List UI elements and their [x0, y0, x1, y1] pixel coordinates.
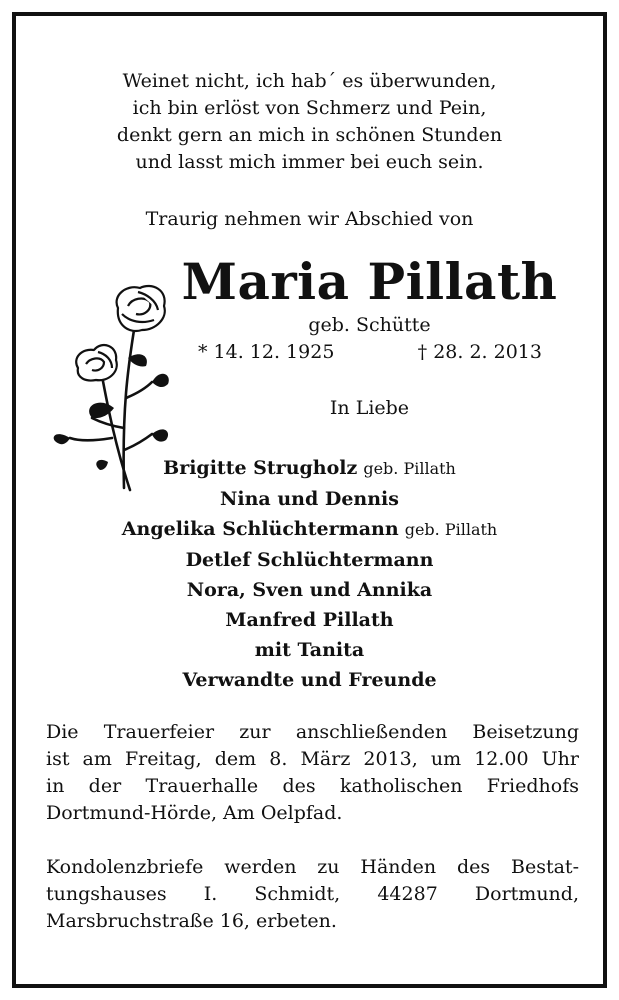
service-line: Die Trauerfeier zur anschließenden Beisetzung [46, 721, 579, 743]
signer [16, 605, 603, 635]
verse [16, 68, 603, 176]
condolence-line: Marsbruchstraße 16, erbeten. [46, 910, 337, 932]
birth-date: * 14. 12. 1925 [198, 341, 335, 363]
service-line: ist am Freitag, dem 8. März 2013, um 12.00 Uhr [46, 748, 579, 770]
verse-line: ich bin erlöst von Schmerz und Pein, [132, 97, 487, 119]
signer [16, 665, 603, 695]
signer [16, 453, 603, 484]
signer [16, 575, 603, 605]
signer-name: Nora, Sven und Annika [186, 579, 433, 601]
signer-name: Nina und Dennis [220, 488, 399, 510]
signer [16, 635, 603, 665]
deceased-name: Maria Pillath [181, 252, 558, 311]
service-line: Dortmund-Hörde, Am Oelpfad. [46, 802, 343, 824]
signer-name: Detlef Schlüchtermann [185, 549, 434, 571]
condolence-line: tungshauses I. Schmidt, 44287 Dortmund, [46, 883, 579, 905]
signer [16, 545, 603, 575]
verse-line: denkt gern an mich in schönen Stunden [116, 124, 503, 146]
signer-name: mit Tanita [254, 639, 365, 661]
signer-name: Angelika Schlüchtermann [121, 518, 399, 540]
signer-suffix: geb. Pillath [363, 459, 456, 478]
condolence-info [46, 854, 579, 935]
signer [16, 484, 603, 514]
verse-line: Weinet nicht, ich hab´ es überwunden, [122, 70, 497, 92]
in-love-text: In Liebe [329, 397, 410, 419]
signer-suffix: geb. Pillath [404, 520, 498, 539]
condolence-line: Kondolenzbriefe werden zu Händen des Bestat- [46, 856, 579, 878]
signer-name: Manfred Pillath [225, 609, 394, 631]
death-date: † 28. 2. 2013 [417, 341, 542, 363]
service-info [46, 719, 579, 827]
service-line: in der Trauerhalle des katholischen Friedhofs [46, 775, 579, 797]
signer [16, 514, 603, 545]
intro-text: Traurig nehmen wir Abschied von [145, 208, 474, 230]
signers-list [16, 453, 603, 695]
obituary-notice [12, 12, 607, 988]
signer-name: Brigitte Strugholz [163, 457, 358, 479]
life-dates [198, 341, 542, 363]
birth-name: geb. Schütte [308, 314, 431, 336]
signer-name: Verwandte und Freunde [182, 669, 437, 691]
verse-line: und lasst mich immer bei euch sein. [135, 151, 484, 173]
